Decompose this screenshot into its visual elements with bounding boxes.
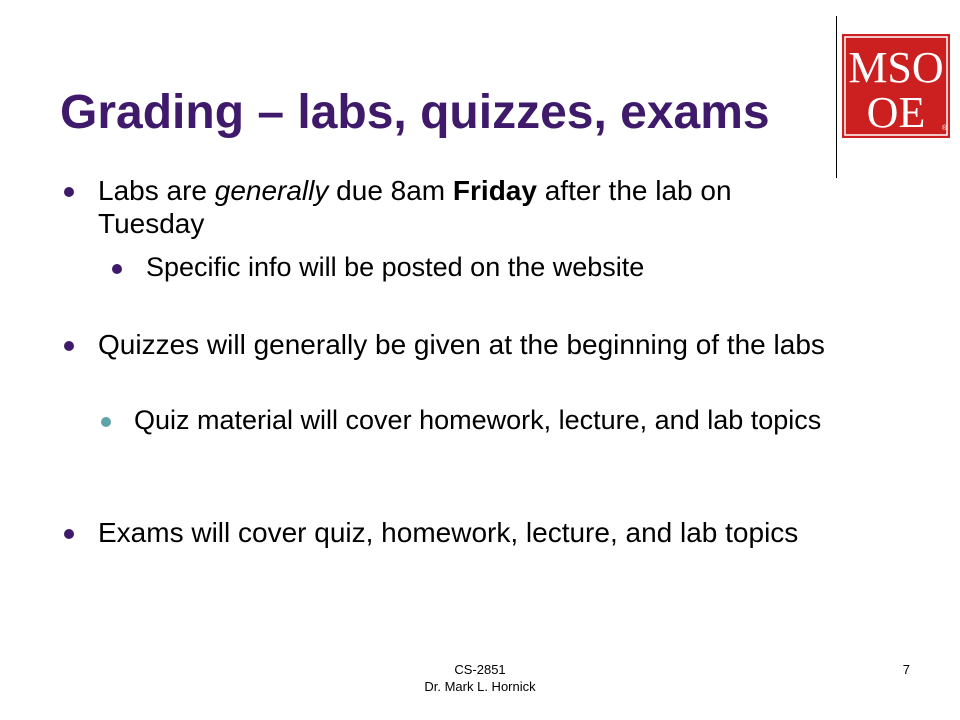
footer-course: CS-2851 (454, 662, 506, 677)
bullet-labs-pre: Labs are (98, 175, 215, 206)
sub-bullet-quiz-material-text: Quiz material will cover homework, lecture, and lab topics (134, 405, 822, 435)
svg-text:®: ® (942, 125, 948, 132)
logo-text-top: MSO (848, 43, 944, 92)
sub-bullet-dot (101, 417, 111, 427)
slide-title: Grading – labs, quizzes, exams (60, 86, 770, 139)
sub-bullet-website-text: Specific info will be posted on the website (146, 252, 645, 282)
msoe-logo-graphic (842, 34, 950, 138)
sub-bullet-dot (112, 264, 122, 274)
msoe-logo (842, 34, 950, 138)
bullet-dot (64, 187, 74, 197)
bullet-labs-mid: due 8am (328, 175, 453, 206)
bullet-labs (98, 174, 838, 240)
page-number: 7 (902, 662, 910, 677)
sub-bullet-website (146, 251, 886, 284)
footer-author: Dr. Mark L. Hornick (424, 679, 536, 694)
bullet-quizzes (98, 328, 838, 361)
bullet-labs-strong: Friday (452, 175, 537, 206)
bullet-labs-emphasis: generally (214, 175, 329, 206)
sub-bullet-quiz-material (134, 404, 874, 437)
bullet-exams (98, 516, 838, 549)
vertical-divider (836, 16, 837, 178)
bullet-dot (64, 341, 74, 351)
logo-text-bottom: OE (866, 88, 926, 137)
bullet-dot (64, 529, 74, 539)
bullet-quizzes-text: Quizzes will generally be given at the beginning of the labs (98, 329, 825, 360)
bullet-exams-text: Exams will cover quiz, homework, lecture, and lab topics (98, 517, 799, 548)
slide-footer (380, 661, 580, 695)
bullet-labs-post: after the lab on Tuesday (98, 175, 732, 239)
